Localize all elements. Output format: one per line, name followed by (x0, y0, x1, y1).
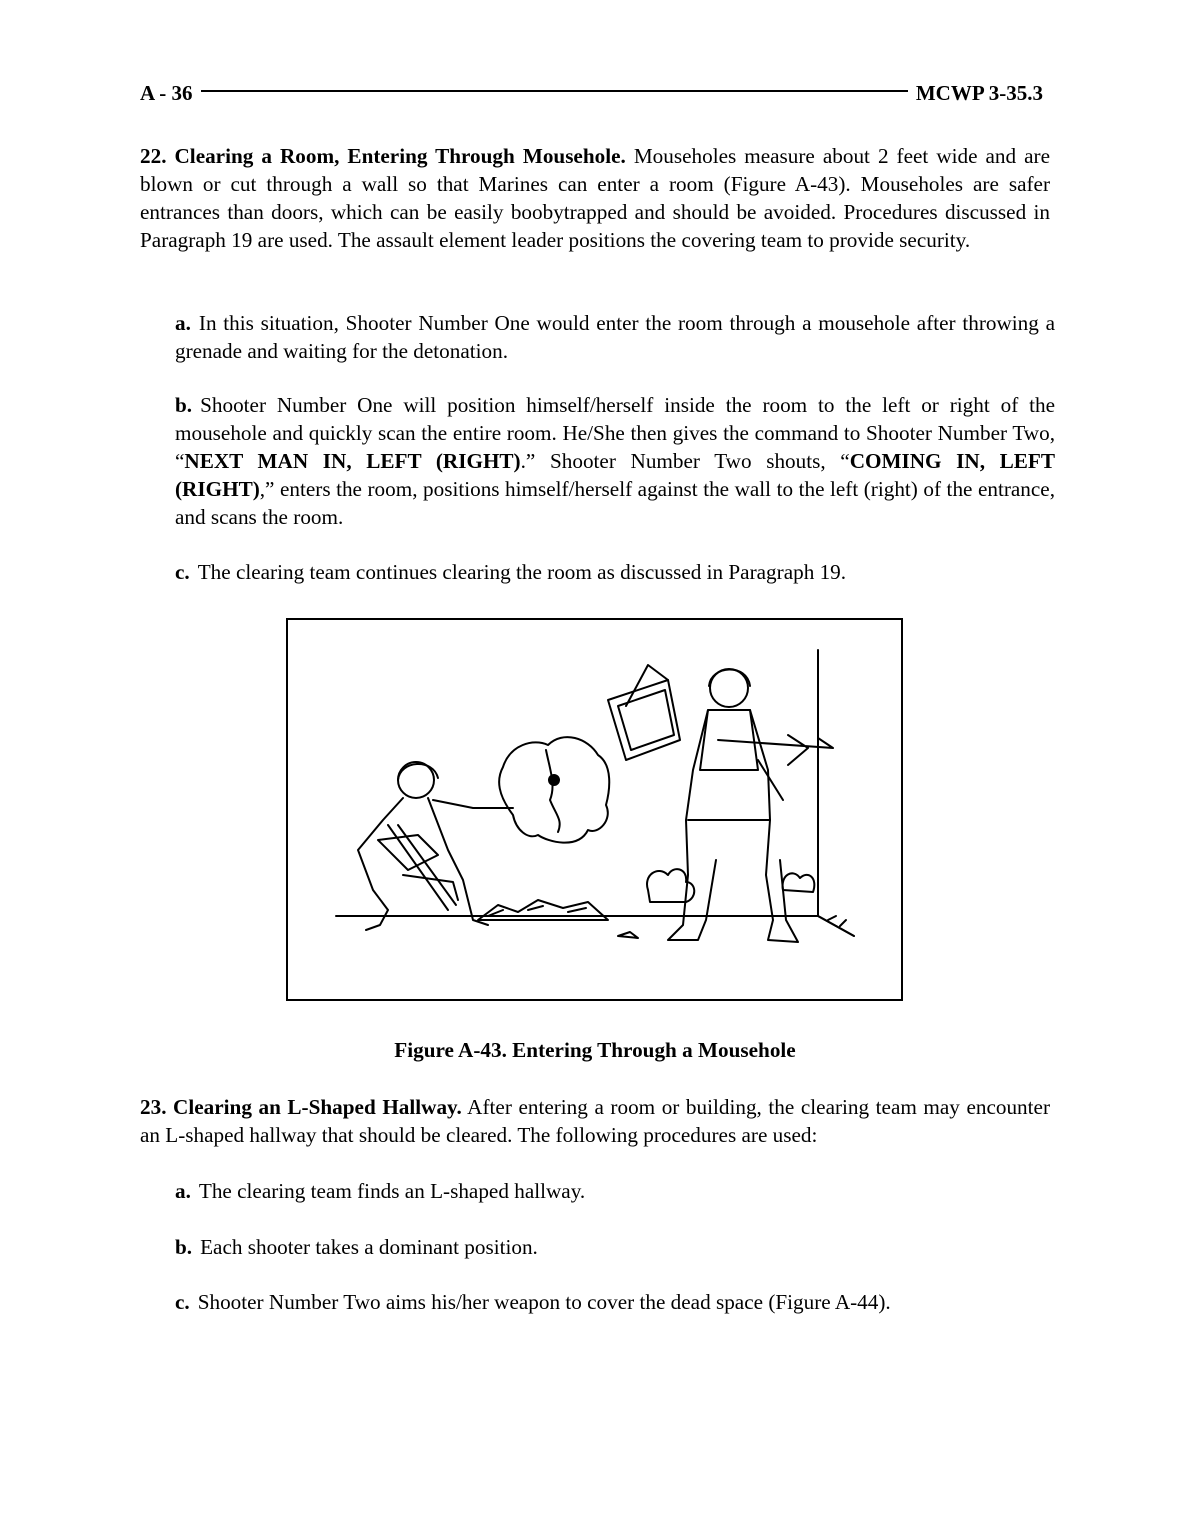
page-number: A - 36 (140, 80, 193, 105)
paragraph-23-title: 23. Clearing an L-Shaped Hallway. (140, 1095, 462, 1119)
paragraph-22-body: Mouseholes measure about 2 feet wide and are blown or cut through a wall so that Marines can enter a room (Figure A-43). Mouseholes are safer entrances than doors, which can be easily boobytrapped and should be avoided. Procedures discussed in Paragraph 19 are used. The assault element leader positions the covering team to provide security. (140, 144, 1050, 252)
item-label: b. (175, 1235, 193, 1259)
wall-picture (608, 680, 680, 760)
mousehole-illustration (288, 620, 901, 999)
item-text: In this situation, Shooter Number One would enter the room through a mousehole after throwing a grenade and waiting for the detonation. (175, 311, 1055, 363)
item-text: .” Shooter Number Two shouts, “ (520, 449, 850, 473)
paragraph-23b (175, 1233, 1055, 1261)
figure-caption: Figure A-43. Entering Through a Mousehole (394, 1038, 796, 1062)
standing-rifle (718, 735, 833, 765)
paragraph-22b (175, 391, 1055, 531)
mousehole-outline (499, 737, 609, 843)
paragraph-22 (140, 142, 1050, 254)
publication-id: MCWP 3-35.3 (915, 80, 1043, 105)
paragraph-23a (175, 1177, 1055, 1205)
item-text: Each shooter takes a dominant position. (200, 1235, 538, 1259)
figure-a43-illustration (286, 618, 903, 1001)
header-rule (201, 90, 908, 92)
item-label: a. (175, 311, 191, 335)
grenade (549, 775, 559, 785)
command-next-man-in: NEXT MAN IN, LEFT (RIGHT) (184, 449, 521, 473)
paragraph-23 (140, 1093, 1050, 1149)
item-text: Shooter Number One will position himself/herself inside the room to the left or right of the mousehole and quickly scan the entire room. He/She then gives the command to Shooter Number Two, “ (175, 393, 1055, 473)
item-label: c. (175, 1290, 190, 1314)
standing-marine (668, 669, 833, 942)
paragraph-22c (175, 558, 1055, 586)
item-text: ,” enters the room, positions himself/herself against the wall to the left (right) of the entrance, and scans the room. (175, 477, 1055, 529)
kneeling-marine (358, 762, 513, 930)
paragraph-22a (175, 309, 1055, 365)
command-coming-in: COMING IN, LEFT (RIGHT) (175, 449, 1055, 501)
paragraph-22-title: 22. Clearing a Room, Entering Through Mousehole. (140, 144, 626, 168)
page-header (140, 78, 1043, 108)
item-text: The clearing team continues clearing the room as discussed in Paragraph 19. (197, 560, 847, 584)
item-label: c. (175, 560, 190, 584)
item-text: Shooter Number Two aims his/her weapon to cover the dead space (Figure A-44). (197, 1290, 891, 1314)
item-label: a. (175, 1179, 191, 1203)
paragraph-23c (175, 1288, 1055, 1316)
paragraph-23-body: After entering a room or building, the clearing team may encounter an L-shaped hallway that should be cleared. The following procedures are used: (140, 1095, 1050, 1147)
item-text: The clearing team finds an L-shaped hallway. (198, 1179, 586, 1203)
item-label: b. (175, 393, 193, 417)
